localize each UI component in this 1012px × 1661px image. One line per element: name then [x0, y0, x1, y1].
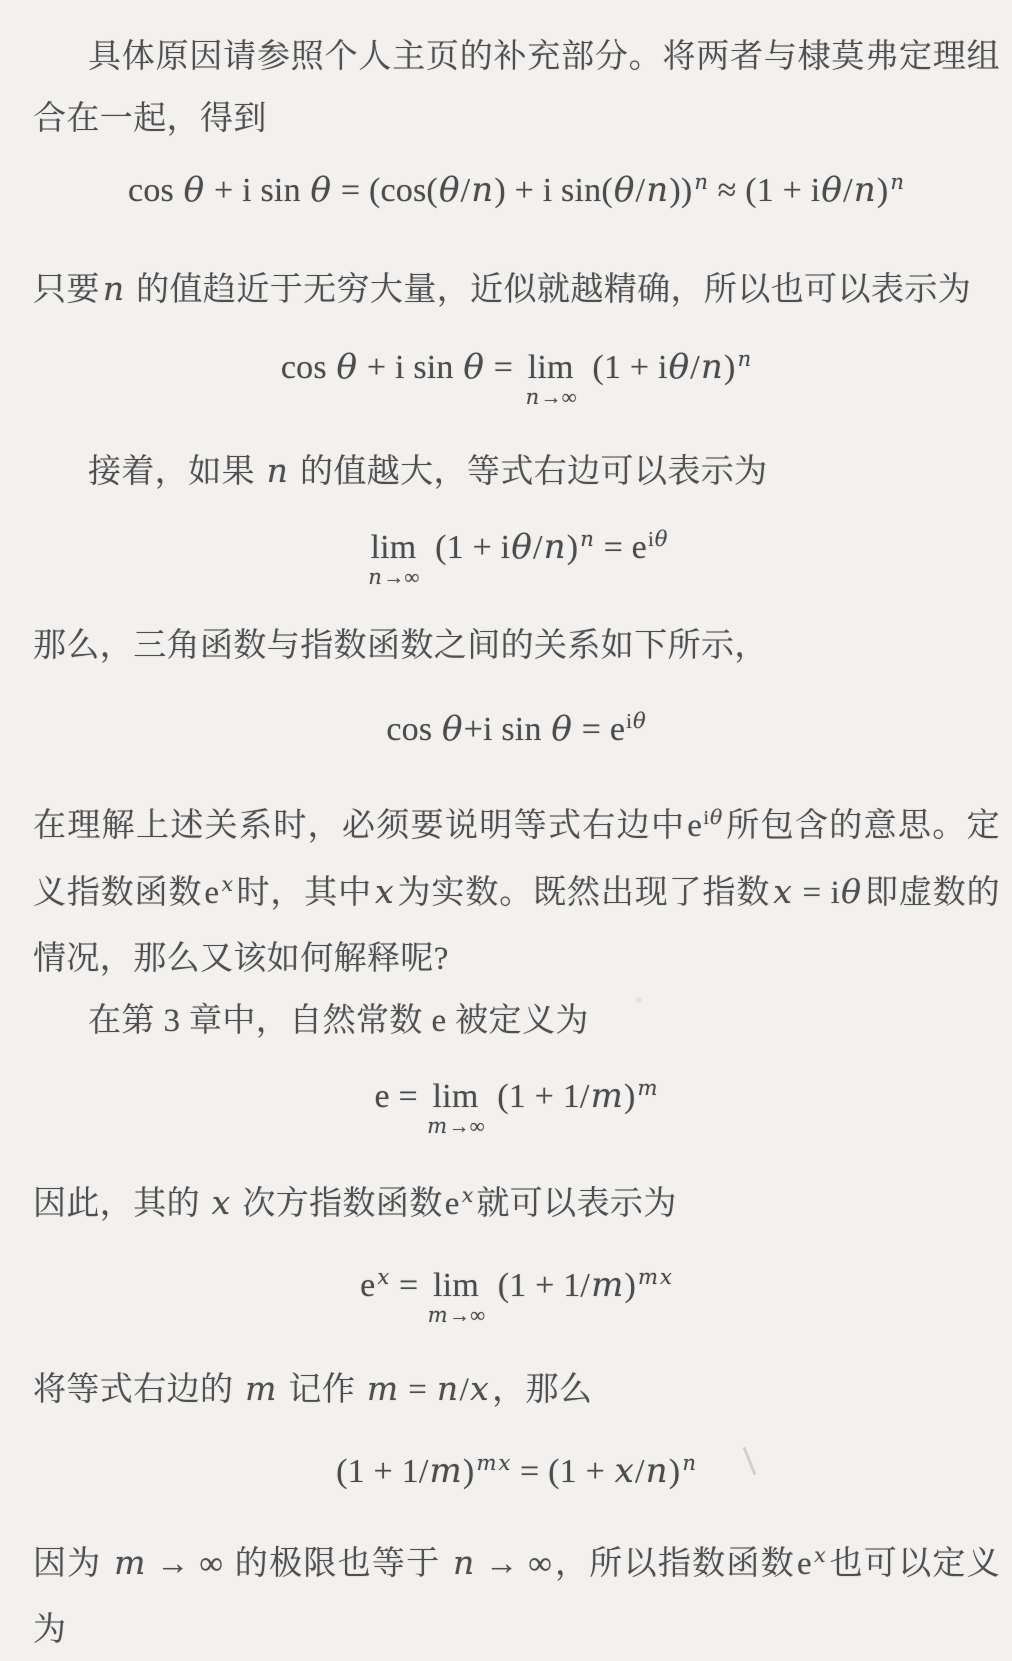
paragraph-n-approaches-infinity: 只要n 的值趋近于无穷大量，近似就越精确，所以也可以表示为: [33, 269, 972, 308]
formula-limit-equals-e-itheta: lim n→∞ $(1 + i\theta/n)^n = e^{i\theta}$: [368, 525, 668, 589]
paragraph-trig-exp-relation: 那么，三角函数与指数函数之间的关系如下所示，: [33, 628, 768, 664]
paragraph-next-step: 接着，如果 n 的值越大，等式右边可以表示为: [88, 451, 768, 490]
scan-artifact-dot: [635, 997, 642, 1003]
formula-e-definition: e = lim m→∞ $(1 + 1/m)^m$: [374, 1074, 658, 1138]
paragraph-explain-e-itheta: 在理解上述关系时，必须要说明等式右边中$e^{i\theta}$所包含的意思。定义指数函数$e^x$时，其中x为实数。既然出现了指数x = iθ即虚数的情况，那么又该如何解释呢?: [33, 805, 1000, 977]
formula-substituted-identity: $(1 + 1/m)^{mx} = (1 + x/n)^n$: [336, 1449, 696, 1491]
paragraph-chapter3-e: 在第 3 章中，自然常数 e 被定义为: [88, 1003, 589, 1039]
formula-euler-identity: cos θ+i $\sin \theta = e^{i\theta}$: [386, 707, 646, 749]
paragraph-ex-intro: 因此，其的 x 次方指数函数$e^x$就可以表示为: [33, 1183, 677, 1222]
paragraph-conclusion: 因为 m → ∞ 的极限也等于 n → ∞，所以指数函数$e^x$也可以定义为: [33, 1543, 1001, 1648]
formula-ex-limit: $e^x = \lim$ m→∞ $(1 + 1/m)^{mx}$: [360, 1263, 672, 1327]
formula-demoivre-combination: cos θ + i sin θ = (cos(θ/n) + i $\sin(\theta/n))^n \approx (1 + i\theta/n)^n$: [128, 168, 904, 210]
paragraph-substitution-m: 将等式右边的 m 记作 m = n/x，那么: [33, 1369, 593, 1408]
paragraph-intro-demoivre: 具体原因请参照个人主页的补充部分。将两者与棣莫弗定理组合在一起，得到: [33, 39, 1000, 137]
formula-cos-sin-limit: cos θ + i sin θ = lim n→∞ $(1 + i\theta/n)^n$: [280, 345, 752, 409]
